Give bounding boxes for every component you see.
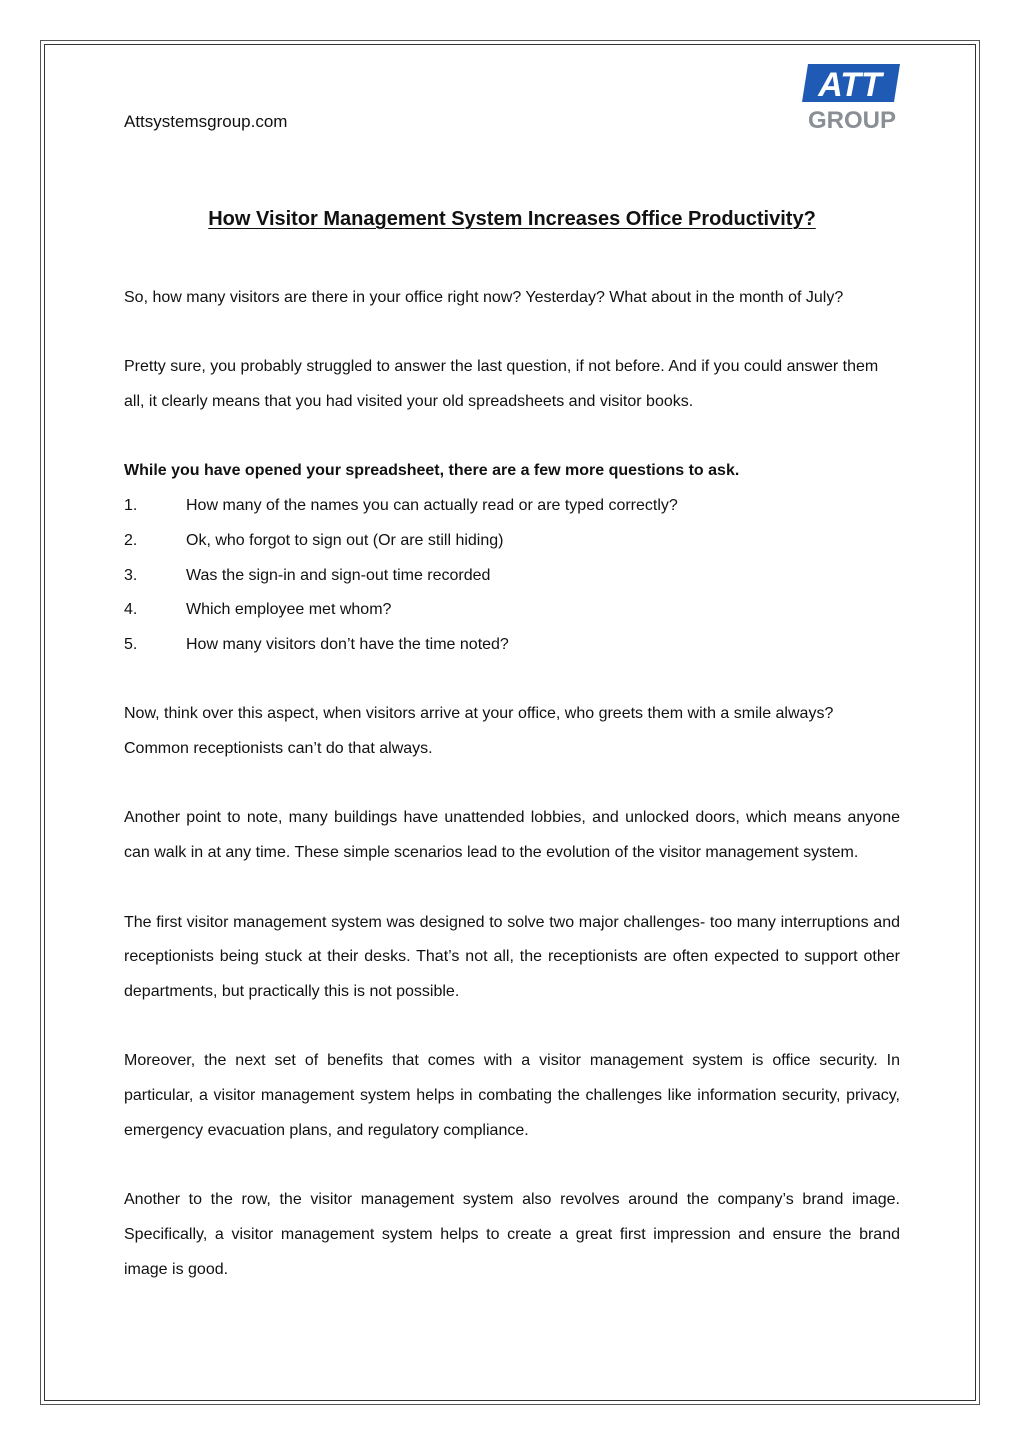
- paragraph-6: Moreover, the next set of benefits that comes with a visitor management system is office security. In particular, a visitor management system helps in combating the challenges like information security, privacy, emergency evacuation plans, and regulatory compliance.: [124, 1052, 900, 1139]
- document-title: How Visitor Management System Increases Office Productivity?: [208, 208, 816, 230]
- list-item-text: Which employee met whom?: [186, 601, 392, 619]
- paragraph-4: Another point to note, many buildings have unattended lobbies, and unlocked doors, which means anyone can walk in at any time. These simple scenarios lead to the evolution of the visitor management system.: [124, 809, 900, 862]
- document-body: [124, 281, 900, 1287]
- header-site-name: Attsystemsgroup.com: [124, 112, 288, 131]
- list-item: [124, 524, 900, 559]
- paragraph-5: The first visitor management system was designed to solve two major challenges- too many interruptions and receptionists being stuck at their desks. That’s not all, the receptionists are often expected to support other departments, but practically this is not possible.: [124, 913, 900, 1000]
- list-item: [124, 628, 900, 663]
- logo-text-bottom: GROUP: [807, 107, 897, 132]
- list-item: [124, 489, 900, 524]
- list-item-text: How many of the names you can actually read or are typed correctly?: [186, 497, 678, 515]
- questions-list: [124, 489, 900, 663]
- list-item-number: 4.: [124, 601, 138, 619]
- list-item-number: 2.: [124, 531, 138, 549]
- logo-text-top: ATT: [818, 66, 882, 104]
- list-item-text: Was the sign-in and sign-out time recorded: [186, 566, 491, 584]
- list-item-number: 5.: [124, 636, 138, 653]
- paragraph-7: Another to the row, the visitor management system also revolves around the company’s brand image. Specifically, a visitor management system helps to create a great first impression and ensure the brand image is good.: [124, 1191, 900, 1278]
- paragraph-3: Now, think over this aspect, when visitors arrive at your office, who greets them with a smile always? Common receptionists can’t do that always.: [124, 705, 834, 758]
- list-item-number: 3.: [124, 566, 138, 584]
- list-item: [124, 593, 900, 628]
- att-group-logo: [800, 60, 902, 132]
- paragraph-2: Pretty sure, you probably struggled to answer the last question, if not before. And if you could answer them all, it clearly means that you had visited your old spreadsheets and visitor books.: [124, 358, 879, 411]
- list-item-text: Ok, who forgot to sign out (Or are still hiding): [186, 531, 504, 549]
- list-item: [124, 559, 900, 594]
- list-intro: While you have opened your spreadsheet, there are a few more questions to ask.: [124, 462, 740, 480]
- list-item-number: 1.: [124, 497, 138, 515]
- list-item-text: How many visitors don’t have the time noted?: [186, 636, 509, 653]
- paragraph-1: So, how many visitors are there in your office right now? Yesterday? What about in the month of July?: [124, 289, 844, 306]
